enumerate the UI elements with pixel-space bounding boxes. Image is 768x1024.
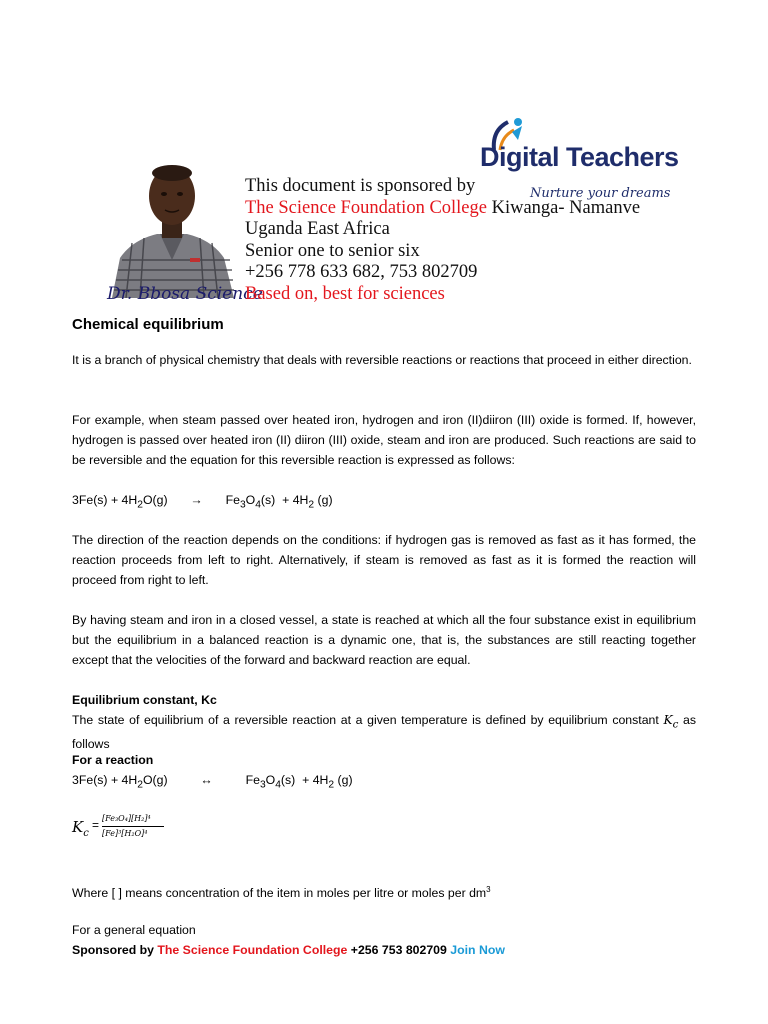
paragraph: By having steam and iron in a closed vessel, a state is reached at which all the four substance exist in equilibrium but the equilibrium in a balanced reaction is a dynamic one, that is, the substances are still reacting together except that the velocities of the forward and backward reaction are equal.: [72, 613, 696, 667]
paragraph-text: as follows: [72, 713, 696, 752]
for-reaction-label: For a reaction: [72, 753, 154, 767]
reversible-arrow: ↔: [200, 773, 213, 787]
sponsor-text: [245, 176, 640, 305]
sponsor-slogan: Based on, best for sciences: [245, 283, 445, 304]
eq-sub: 3: [239, 499, 246, 511]
kc-subscript: c: [672, 718, 679, 731]
eq-sub: 2: [137, 499, 143, 511]
paragraph-text: The state of equilibrium of a reversible reaction at a given temperature is defined by equilibrium constant: [72, 713, 664, 727]
eq-text: 3Fe(s) + 4H: [72, 493, 138, 507]
section-heading: Equilibrium constant, Kc: [72, 693, 217, 707]
eq-text: (s) + 4H: [260, 493, 309, 507]
reaction-equation: [72, 770, 696, 795]
logo-title: Digital Teachers: [480, 142, 679, 172]
kc-symbol: $K_c$: [72, 818, 89, 839]
college-location: Kiwanga- Namanve: [486, 197, 641, 218]
forward-arrow: →: [190, 493, 203, 507]
footer-phone: +256 753 802709: [347, 943, 451, 957]
photo-caption: Dr. Bbosa Science: [107, 284, 263, 304]
kc-denominator: [Fe]³[H₂O]⁴: [102, 829, 148, 838]
kc-symbol: K: [663, 713, 673, 727]
superscript: 3: [486, 885, 491, 894]
eq-text: (s) + 4H: [280, 773, 329, 787]
eq-text: Fe: [225, 493, 240, 507]
eq-text: O(g): [142, 773, 168, 787]
eq-sub: 2: [328, 779, 335, 791]
sponsor-banner: [95, 108, 680, 308]
paragraph: [72, 710, 696, 754]
sponsor-line: Senior one to senior six: [245, 240, 420, 261]
eq-sub: 2: [137, 779, 143, 791]
page-title: Chemical equilibrium: [72, 316, 224, 333]
eq-sub: 4: [255, 499, 261, 511]
paragraph: The direction of the reaction depends on the conditions: if hydrogen gas is removed as fast as it has formed, the reaction proceeds from left to right. Alternatively, if steam is removed as fast as it is formed the reaction will proceed from right to left.: [72, 533, 696, 587]
eq-sub: 3: [259, 779, 266, 791]
college-name: The Science Foundation College: [245, 197, 487, 218]
eq-text: O: [245, 493, 256, 507]
eq-text: Fe: [245, 773, 260, 787]
footer-sponsor: [72, 940, 696, 960]
eq-sub: 4: [275, 779, 281, 791]
sponsor-line: [245, 198, 640, 220]
author-photo: [102, 148, 242, 298]
footer-college-link[interactable]: The Science Foundation College: [157, 943, 348, 957]
paragraph: [72, 880, 696, 903]
fraction-bar: [102, 826, 164, 827]
paragraph: It is a branch of physical chemistry that deals with reversible reactions or reactions that proceed in either direction.: [72, 353, 692, 367]
sponsor-phone: +256 778 633 682, 753 802709: [245, 262, 478, 282]
eq-text: O(g): [142, 493, 168, 507]
kc-numerator: [Fe₃O₄][H₂]⁴: [102, 814, 151, 823]
eq-sub: 2: [308, 499, 315, 511]
eq-text: (g): [314, 493, 333, 507]
sponsor-line: This document is sponsored by: [245, 176, 476, 196]
join-now-link[interactable]: Join Now: [450, 943, 505, 957]
reaction-equation: [72, 490, 696, 515]
footer-label: Sponsored by: [72, 943, 158, 957]
paragraph: For a general equation: [72, 923, 196, 937]
eq-text: O: [265, 773, 276, 787]
paragraph: For example, when steam passed over heated iron, hydrogen and iron (II)diiron (III) oxide is formed. If, however, hydrogen is passed over heated iron (II) diiron (III) oxide, steam and iron are produced. Such reactions are said to be reversible and the equation for this reversible reaction is expressed as follows:: [72, 413, 696, 467]
eq-text: (g): [334, 773, 353, 787]
equals-sign: =: [92, 818, 100, 832]
eq-text: 3Fe(s) + 4H: [72, 773, 138, 787]
sponsor-line: Uganda East Africa: [245, 219, 390, 239]
logo-tagline: Nurture your dreams: [530, 186, 671, 201]
paragraph-text: Where [ ] means concentration of the item in moles per litre or moles per dm: [72, 886, 487, 901]
